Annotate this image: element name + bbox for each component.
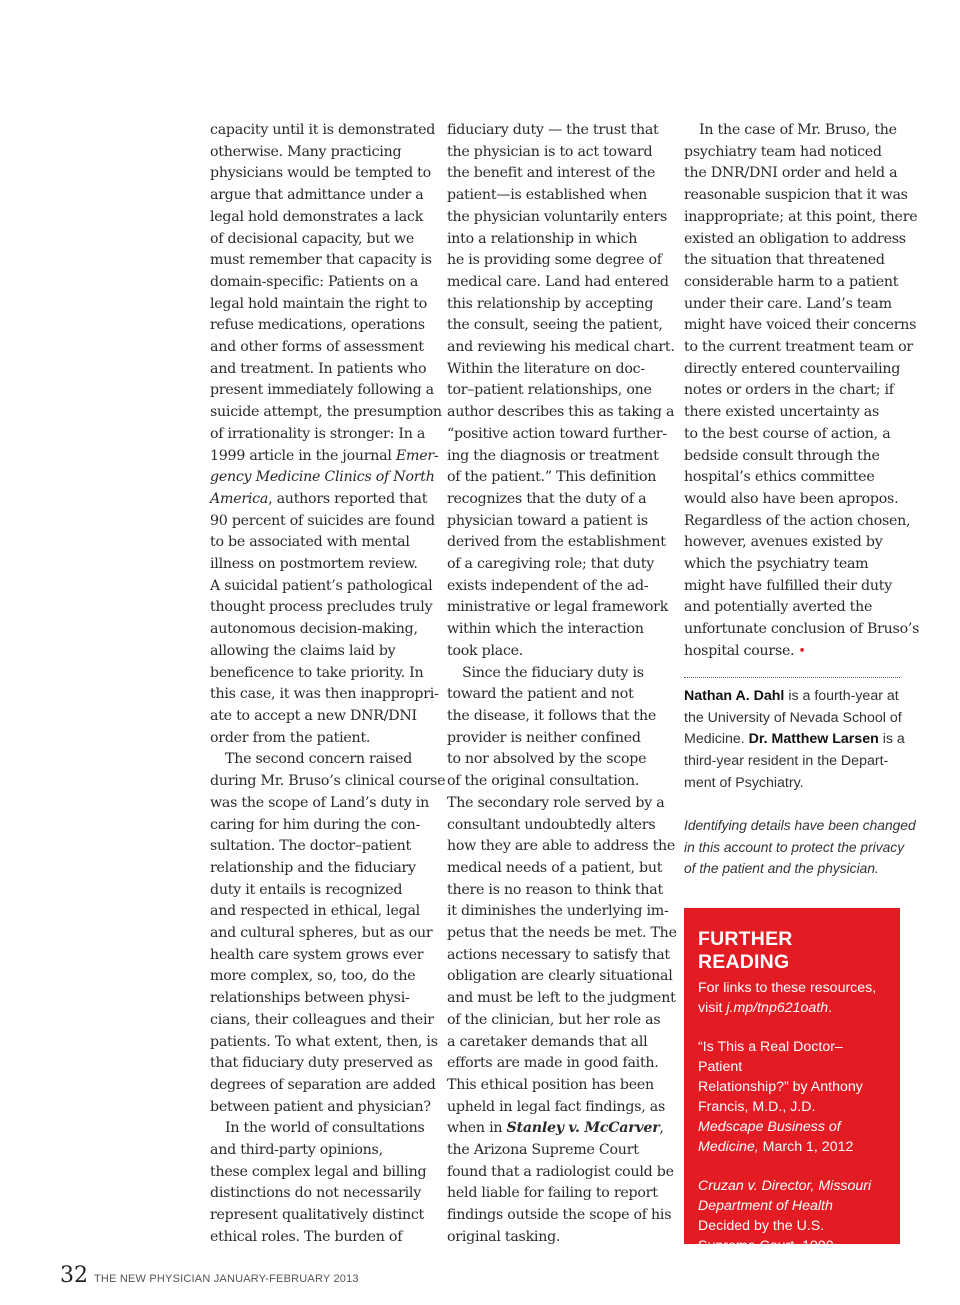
text-line: domain-specific: Patients on a [210, 273, 419, 290]
text-line: gency Medicine Clinics of North [210, 469, 435, 486]
text-line: and reviewing his medical chart. [447, 339, 675, 356]
article-column-3 [684, 120, 920, 663]
article-column-1 [210, 120, 446, 1249]
text-line: held liable for failing to report [447, 1185, 658, 1202]
text-line: he is providing some degree of [447, 252, 662, 269]
text-line: thought process precludes truly [210, 599, 433, 616]
bio-text: is a fourth-year at [784, 688, 899, 704]
text-line: beneficence to take priority. In [210, 664, 424, 681]
text-line: the physician voluntarily enters [447, 208, 667, 225]
privacy-note [684, 815, 916, 880]
text-line: present immediately following a [210, 382, 434, 399]
text-line: of the patient.” This definition [447, 469, 657, 486]
text-line: cians, their colleagues and their [210, 1011, 434, 1028]
reading-item-1: Relationship?” by Anthony [698, 1079, 863, 1095]
text-line: illness on postmortem review. [210, 556, 418, 573]
reading-item-2: Decided by the U.S. [698, 1218, 825, 1234]
author-bio [684, 686, 905, 795]
text-line: ing the diagnosis or treatment [447, 447, 659, 464]
text-line: the Arizona Supreme Court [447, 1142, 639, 1159]
text-line: which the psychiatry team [684, 556, 869, 573]
text-line: findings outside the scope of his [447, 1207, 672, 1224]
text-line: derived from the establishment [447, 534, 666, 551]
reading-item-2-title: Department of Health [698, 1198, 833, 1214]
text-line: reasonable suspicion that it was [684, 187, 908, 204]
author-name-1: Nathan A. Dahl [684, 688, 785, 704]
paragraph [210, 120, 442, 749]
text-line: inappropriate; at this point, there [684, 208, 918, 225]
text-line: efforts are made in good faith. [447, 1055, 659, 1072]
text-line: capacity until it is demonstrated [210, 122, 436, 138]
text-line: This ethical position has been [447, 1076, 654, 1093]
further-reading-box [684, 908, 900, 1254]
text-line: 90 percent of suicides are found [210, 512, 435, 529]
text-line: America, authors reported that [210, 490, 428, 507]
text-line: upheld in legal fact findings, as [447, 1098, 666, 1115]
text-line: represent qualitatively distinct [210, 1207, 425, 1224]
text-line: within which the interaction [447, 621, 644, 638]
text-line: legal hold maintain the right to [210, 295, 427, 312]
text-line: consultant undoubtedly alters [447, 816, 656, 833]
text-line: autonomous decision-making, [210, 621, 418, 638]
text-line: author describes this as taking a [447, 404, 675, 421]
text-line: was the scope of Land’s duty in [210, 794, 429, 811]
text-line: might have voiced their concerns [684, 317, 917, 334]
note-line: Identifying details have been changed [684, 818, 916, 833]
text-line: to the best course of action, a [684, 425, 891, 442]
article-column-2 [447, 120, 677, 1249]
author-name-2: Dr. Matthew Larsen [748, 731, 879, 748]
text-line: and third-party opinions, [210, 1142, 383, 1159]
bio-text: Medicine. [684, 731, 749, 748]
text-line: health care system grows ever [210, 946, 424, 963]
text-line: allowing the claims laid by [210, 642, 396, 659]
reading-item-1: “Is This a Real Doctor–Patient [698, 1039, 843, 1075]
text-line: duty it entails is recognized [210, 881, 403, 898]
text-line: suicide attempt, the presumption [210, 404, 442, 421]
text-line: Within the literature on doc- [447, 360, 645, 377]
text-line: the DNR/DNI order and held a [684, 165, 898, 182]
text-line: when in Stanley v. McCarver, [447, 1120, 664, 1137]
bio-text: third-year resident in the Depart- [684, 753, 889, 770]
bio-text: ment of Psychiatry. [684, 774, 804, 791]
text-line: the consult, seeing the patient, [447, 317, 663, 334]
text-line: the benefit and interest of the [447, 165, 656, 182]
text-line: how they are able to address the [447, 838, 676, 855]
text-line: Regardless of the action chosen, [684, 512, 911, 529]
text-line: patient—is established when [447, 187, 647, 204]
further-reading-link[interactable]: j.mp/tnp621oath [726, 1000, 829, 1016]
bio-text: the University of Nevada School of [684, 709, 902, 726]
text-line: ethical roles. The burden of [210, 1228, 403, 1245]
text-line: hospital course. • [684, 642, 806, 659]
text-line: In the world of consultations [225, 1120, 425, 1137]
text-line: relationships between physi- [210, 990, 410, 1007]
further-reading-title: FURTHER READING [698, 928, 793, 973]
note-line: in this account to protect the privacy [684, 839, 905, 855]
text-line: exists independent of the ad- [447, 577, 649, 594]
text-line: there existed uncertainty as [684, 404, 880, 421]
text-line: medical needs of a patient, but [447, 859, 663, 876]
text-line: during Mr. Bruso’s clinical course [210, 773, 446, 790]
text-line: fiduciary duty — the trust that [447, 122, 659, 138]
text-line: legal hold demonstrates a lack [210, 208, 424, 225]
text-line: hospital’s ethics committee [684, 469, 875, 486]
text-line: a caretaker demands that all [447, 1033, 648, 1050]
text-line: and other forms of assessment [210, 339, 424, 356]
text-line: otherwise. Many practicing [210, 143, 402, 160]
text-line: obligation are clearly situational [447, 968, 673, 985]
text-line: might have fulfilled their duty [684, 577, 892, 594]
text-line: caring for him during the con- [210, 816, 421, 833]
text-line: order from the patient. [210, 729, 371, 746]
text-line: the situation that threatened [684, 252, 885, 269]
text-line: of a caregiving role; that duty [447, 556, 654, 573]
further-reading-links-text: visit [698, 1000, 727, 1016]
end-mark-icon: • [794, 643, 806, 659]
paragraph [447, 120, 675, 663]
text-line: existed an obligation to address [684, 230, 906, 247]
text-line: this relationship by accepting [447, 295, 654, 312]
text-line: that fiduciary duty preserved as [210, 1055, 433, 1072]
page-footer [60, 1263, 359, 1288]
text-line: petus that the needs be met. The [447, 925, 677, 942]
text-line: sultation. The doctor–patient [210, 838, 412, 855]
text-line: found that a radiologist could be [447, 1163, 674, 1180]
text-line: psychiatry team had noticed [684, 143, 882, 160]
text-line: refuse medications, operations [210, 317, 425, 334]
text-line: of irrationality is stronger: In a [210, 425, 426, 442]
text-line: Since the fiduciary duty is [462, 664, 644, 681]
note-line: of the patient and the physician. [684, 861, 879, 877]
text-line: argue that admittance under a [210, 187, 424, 204]
text-line: into a relationship in which [447, 230, 638, 247]
reading-item-2-title: Cruzan v. Director, Missouri [698, 1178, 872, 1194]
text-line: to the current treatment team or [684, 339, 913, 356]
text-line: more complex, so, too, do the [210, 968, 416, 985]
text-line: and cultural spheres, but as our [210, 925, 433, 942]
reading-item-1-source: Medicine, [698, 1139, 759, 1155]
paragraph [210, 749, 446, 1118]
text-line: relationship and the fiduciary [210, 859, 416, 876]
bio-text: is a [878, 731, 905, 748]
text-line: original tasking. [447, 1228, 561, 1245]
paragraph [684, 120, 920, 663]
text-line: between patient and physician? [210, 1098, 431, 1115]
text-line: considerable harm to a patient [684, 273, 899, 290]
text-line: physicians would be tempted to [210, 165, 431, 182]
text-line: would also have been apropos. [684, 490, 899, 507]
text-line: actions necessary to satisfy that [447, 946, 670, 963]
text-line: tor–patient relationships, one [447, 382, 652, 399]
dotted-divider [684, 677, 900, 678]
text-line: however, avenues existed by [684, 534, 883, 551]
text-line: directly entered countervailing [684, 360, 901, 377]
text-line: of decisional capacity, but we [210, 230, 415, 247]
text-line: notes or orders in the chart; if [684, 382, 894, 399]
text-line: The second concern raised [225, 751, 413, 768]
publication-footer: THE NEW PHYSICIAN JANUARY-FEBRUARY 2013 [94, 1273, 359, 1285]
text-line: there is no reason to think that [447, 881, 663, 898]
paragraph [210, 1118, 428, 1248]
text-line: 1999 article in the journal Emer- [210, 447, 439, 464]
text-line: unfortunate conclusion of Bruso’s [684, 621, 920, 638]
text-line: and treatment. In patients who [210, 360, 427, 377]
text-line: the disease, it follows that the [447, 707, 657, 724]
text-line: it diminishes the underlying im- [447, 903, 669, 920]
reading-item-2: Supreme Court, 1990 [698, 1238, 834, 1254]
period: . [828, 1000, 833, 1016]
text-line: and respected in ethical, legal [210, 903, 420, 920]
text-line: these complex legal and billing [210, 1163, 427, 1180]
text-line: and potentially averted the [684, 599, 873, 616]
text-line: bedside consult through the [684, 447, 880, 464]
reading-item-1: Francis, M.D., J.D. [698, 1099, 816, 1115]
text-line: of the clinician, but her role as [447, 1011, 661, 1028]
text-line: In the case of Mr. Bruso, the [699, 122, 897, 138]
text-line: to nor absolved by the scope [447, 751, 647, 768]
reading-item-1-date: March 1, 2012 [758, 1139, 854, 1155]
text-line: distinctions do not necessarily [210, 1185, 421, 1202]
text-line: toward the patient and not [447, 686, 634, 703]
text-line: to be associated with mental [210, 534, 410, 551]
text-line: under their care. Land’s team [684, 295, 892, 312]
text-line: and must be left to the judgment [447, 990, 676, 1007]
text-line: The secondary role served by a [447, 794, 665, 811]
text-line: A suicidal patient’s pathological [210, 577, 433, 594]
text-line: of the original consultation. [447, 773, 640, 790]
further-reading-links-text: For links to these resources, [698, 980, 877, 996]
text-line: degrees of separation are added [210, 1076, 436, 1093]
text-line: must remember that capacity is [210, 252, 432, 269]
text-line: recognizes that the duty of a [447, 490, 647, 507]
reading-item-1-source: Medscape Business of [698, 1119, 841, 1135]
text-line: patients. To what extent, then, is [210, 1033, 438, 1050]
page-number: 32 [60, 1263, 88, 1288]
text-line: medical care. Land had entered [447, 273, 669, 290]
text-line: this case, it was then inappropri- [210, 686, 439, 703]
text-line: “positive action toward further- [447, 425, 667, 442]
text-line: provider is neither confined [447, 729, 641, 746]
text-line: ate to accept a new DNR/DNI [210, 707, 417, 724]
text-line: took place. [447, 642, 524, 659]
text-line: physician toward a patient is [447, 512, 648, 529]
paragraph [447, 663, 677, 1249]
text-line: ministrative or legal framework [447, 599, 669, 616]
text-line: the physician is to act toward [447, 143, 653, 160]
